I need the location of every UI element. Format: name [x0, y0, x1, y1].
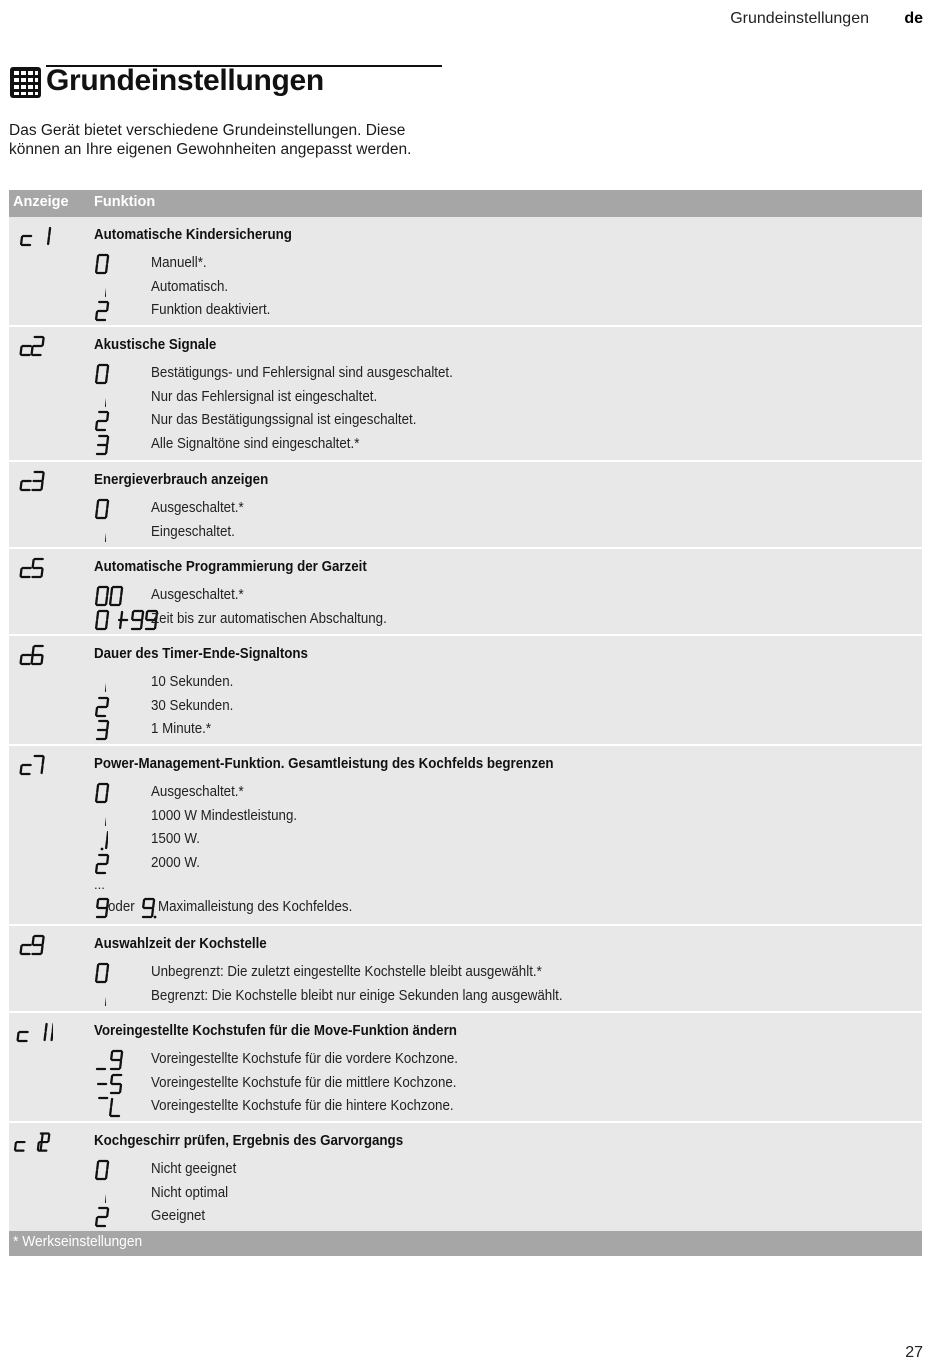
running-header-language: de: [904, 10, 923, 27]
table-row: [9, 636, 922, 746]
table-row: [9, 327, 922, 462]
option-text: Automatisch.: [151, 279, 229, 295]
display-glyph: [94, 782, 112, 806]
oder-text: oder: [108, 899, 135, 915]
option-text: Begrenzt: Die Kochstelle bleibt nur einige Sekunden lang ausgewählt.: [151, 988, 563, 1004]
option-text: Voreingestellte Kochstufe für die mittlere Kochzone.: [151, 1075, 457, 1091]
option-text: Bestätigungs- und Fehlersignal sind ausgeschaltet.: [151, 365, 453, 381]
display-code: [13, 644, 53, 668]
option-text: 2000 W.: [151, 855, 200, 871]
function-title: Akustische Signale: [94, 337, 217, 353]
option-text: 1000 W Mindestleistung.: [151, 808, 298, 824]
display-glyph: [94, 434, 112, 458]
display-glyph: [94, 253, 112, 277]
display-glyph: [94, 498, 112, 522]
function-title: Kochgeschirr prüfen, Ergebnis des Garvorgangs: [94, 1133, 404, 1149]
table-row: [9, 462, 922, 549]
option-text: Voreingestellte Kochstufe für die hintere Kochzone.: [151, 1098, 454, 1114]
page-title: Grundeinstellungen: [46, 64, 324, 97]
option-text: Zeit bis zur automatischen Abschaltung.: [151, 611, 387, 627]
display-glyph: [94, 1159, 112, 1183]
option-item-max: [94, 896, 494, 918]
footnote-text: * Werkseinstellungen: [13, 1234, 143, 1250]
display-glyph: [94, 719, 112, 743]
function-title: Dauer des Timer-Ende-Signaltons: [94, 646, 308, 662]
display-glyph: [94, 410, 112, 434]
function-title: Energieverbrauch anzeigen: [94, 472, 269, 488]
display-code: [13, 1131, 53, 1155]
option-text: 30 Sekunden.: [151, 698, 234, 714]
option-text: Ausgeschaltet.*: [151, 587, 244, 603]
intro-paragraph: [9, 121, 429, 159]
display-code: [13, 470, 53, 494]
display-code: [13, 335, 53, 359]
intro-text: Das Gerät bietet verschiedene Grundeinstellungen. Diese können an Ihre eigenen Gewohnheiten angepasst werden.: [9, 122, 412, 158]
option-text: Eingeschaltet.: [151, 524, 235, 540]
display-glyph: [94, 829, 108, 853]
option-text: 1 Minute.*: [151, 721, 212, 737]
option-text: Nicht optimal: [151, 1185, 229, 1201]
display-glyph: [94, 522, 106, 546]
settings-grid-icon: [9, 66, 42, 99]
option-text: Maximalleistung des Kochfeldes.: [158, 899, 353, 915]
table-footnote: [9, 1231, 922, 1256]
option-text: Nicht geeignet: [151, 1161, 237, 1177]
function-title: Automatische Kindersicherung: [94, 227, 292, 243]
display-glyph: [94, 300, 112, 324]
settings-table: [9, 190, 922, 1256]
function-title: Power-Management-Funktion. Gesamtleistung des Kochfelds begrenzen: [94, 756, 554, 772]
display-glyph: [94, 1073, 126, 1097]
option-text: Unbegrenzt: Die zuletzt eingestellte Kochstelle bleibt ausgewählt.*: [151, 964, 542, 980]
display-glyph: [94, 986, 106, 1010]
display-glyph: [94, 1096, 126, 1120]
column-header-anzeige: Anzeige: [13, 194, 69, 210]
option-text: 10 Sekunden.: [151, 674, 234, 690]
display-code: [13, 1021, 53, 1045]
option-text: Alle Signaltöne sind eingeschaltet.*: [151, 436, 360, 452]
ellipsis: ...: [94, 877, 105, 892]
option-text: Ausgeschaltet.*: [151, 500, 244, 516]
table-row: [9, 746, 922, 926]
option-text: Nur das Fehlersignal ist eingeschaltet.: [151, 389, 378, 405]
display-glyph: [94, 1206, 112, 1230]
display-glyph: [94, 853, 112, 877]
display-code: [13, 754, 53, 778]
display-code: [13, 934, 53, 958]
display-glyph: [94, 277, 106, 301]
display-glyph: [94, 672, 106, 696]
column-header-funktion: Funktion: [94, 194, 156, 210]
display-glyph: [94, 1049, 126, 1073]
table-row: [9, 1123, 922, 1231]
option-text: 1500 W.: [151, 831, 200, 847]
option-text: Ausgeschaltet.*: [151, 784, 244, 800]
table-row: [9, 1013, 922, 1123]
table-row: [9, 926, 922, 1013]
display-glyph: [94, 1183, 106, 1207]
option-text: Funktion deaktiviert.: [151, 302, 271, 318]
display-glyph: [94, 363, 112, 387]
table-row: [9, 217, 922, 327]
option-text: Manuell*.: [151, 255, 207, 271]
display-glyph: [94, 585, 126, 609]
option-text: Geeignet: [151, 1208, 206, 1224]
running-header-section: Grundeinstellungen: [730, 10, 869, 27]
table-row: [9, 549, 922, 636]
display-glyph: [94, 387, 106, 411]
display-glyph: [94, 806, 106, 830]
page-number: 27: [905, 1344, 923, 1361]
function-title: Voreingestellte Kochstufen für die Move-Funktion ändern: [94, 1023, 457, 1039]
display-glyph: [94, 696, 112, 720]
table-header: [9, 190, 922, 217]
function-title: Automatische Programmierung der Garzeit: [94, 559, 367, 575]
display-code: [13, 225, 53, 249]
function-title: Auswahlzeit der Kochstelle: [94, 936, 267, 952]
display-glyph: [94, 962, 112, 986]
option-text: Voreingestellte Kochstufe für die vordere Kochzone.: [151, 1051, 459, 1067]
option-text: Nur das Bestätigungssignal ist eingeschaltet.: [151, 412, 417, 428]
display-code: [13, 557, 53, 581]
